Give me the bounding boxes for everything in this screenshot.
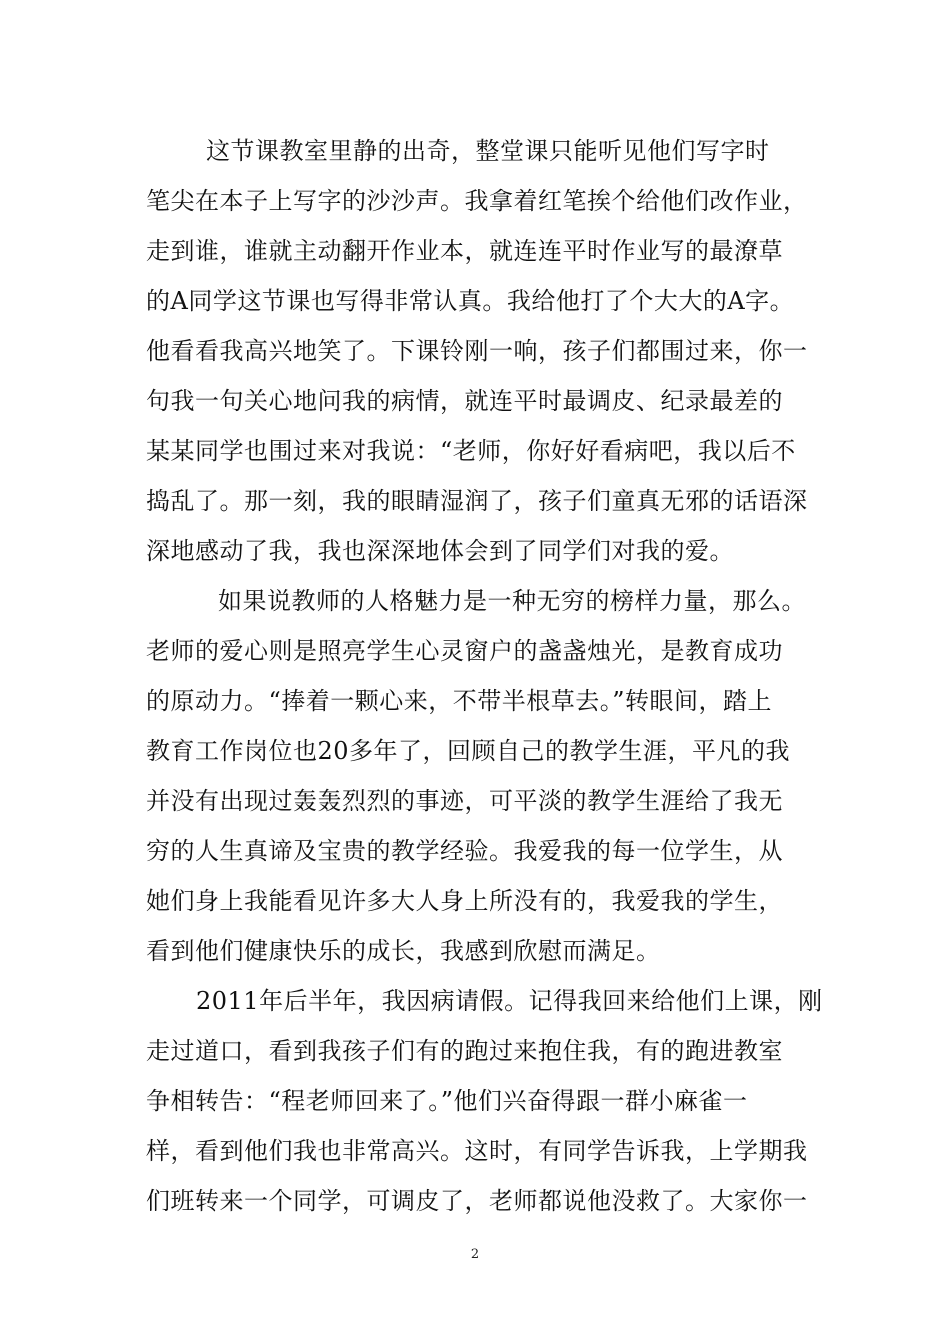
text-line: 看到他们健康快乐的成长，我感到欣慰而满足。 [146,937,661,965]
text-line: 笔尖在本子上写字的沙沙声。我拿着红笔挨个给他们改作业， [146,187,808,215]
text-line: 们班转来一个同学，可调皮了，老师都说他没救了。大家你一 [146,1187,808,1215]
text-line: 这节课教室里静的出奇，整堂课只能听见他们写字时 [206,137,770,165]
text-line: 某某同学也围过来对我说：“老师，你好好看病吧，我以后不 [146,437,796,465]
text-line: 争相转告：“程老师回来了。”他们兴奋得跟一群小麻雀一 [146,1087,748,1115]
text-line: 2011年后半年，我因病请假。记得我回来给他们上课，刚 [196,987,823,1015]
text-line: 老师的爱心则是照亮学生心灵窗户的盏盏烛光，是教育成功 [146,637,783,665]
text-line: 走过道口，看到我孩子们有的跑过来抱住我，有的跑进教室 [146,1037,783,1065]
text-line: 的原动力。“捧着一颗心来，不带半根草去。”转眼间，踏上 [146,687,773,715]
text-line: 如果说教师的人格魅力是一种无穷的榜样力量，那么。 [218,587,806,615]
text-line: 句我一句关心地问我的病情，就连平时最调皮、纪录最差的 [146,387,783,415]
page-number: 2 [470,1247,480,1262]
text-line: 的A同学这节课也写得非常认真。我给他打了个大大的A字。 [146,287,795,315]
text-line: 穷的人生真谛及宝贵的教学经验。我爱我的每一位学生，从 [146,837,783,865]
text-line: 走到谁，谁就主动翻开作业本，就连连平时作业写的最潦草 [146,237,783,265]
text-line: 教育工作岗位也20多年了，回顾自己的教学生涯，平凡的我 [146,737,791,765]
text-line: 深地感动了我，我也深深地体会到了同学们对我的爱。 [146,537,734,565]
text-line: 她们身上我能看见许多大人身上所没有的，我爱我的学生， [146,887,783,915]
text-line: 捣乱了。那一刻，我的眼睛湿润了，孩子们童真无邪的话语深 [146,487,808,515]
text-line: 样，看到他们我也非常高兴。这时，有同学告诉我，上学期我 [146,1137,808,1165]
text-line: 并没有出现过轰轰烈烈的事迹，可平淡的教学生涯给了我无 [146,787,783,815]
text-line: 他看看我高兴地笑了。下课铃刚一响，孩子们都围过来，你一 [146,337,808,365]
